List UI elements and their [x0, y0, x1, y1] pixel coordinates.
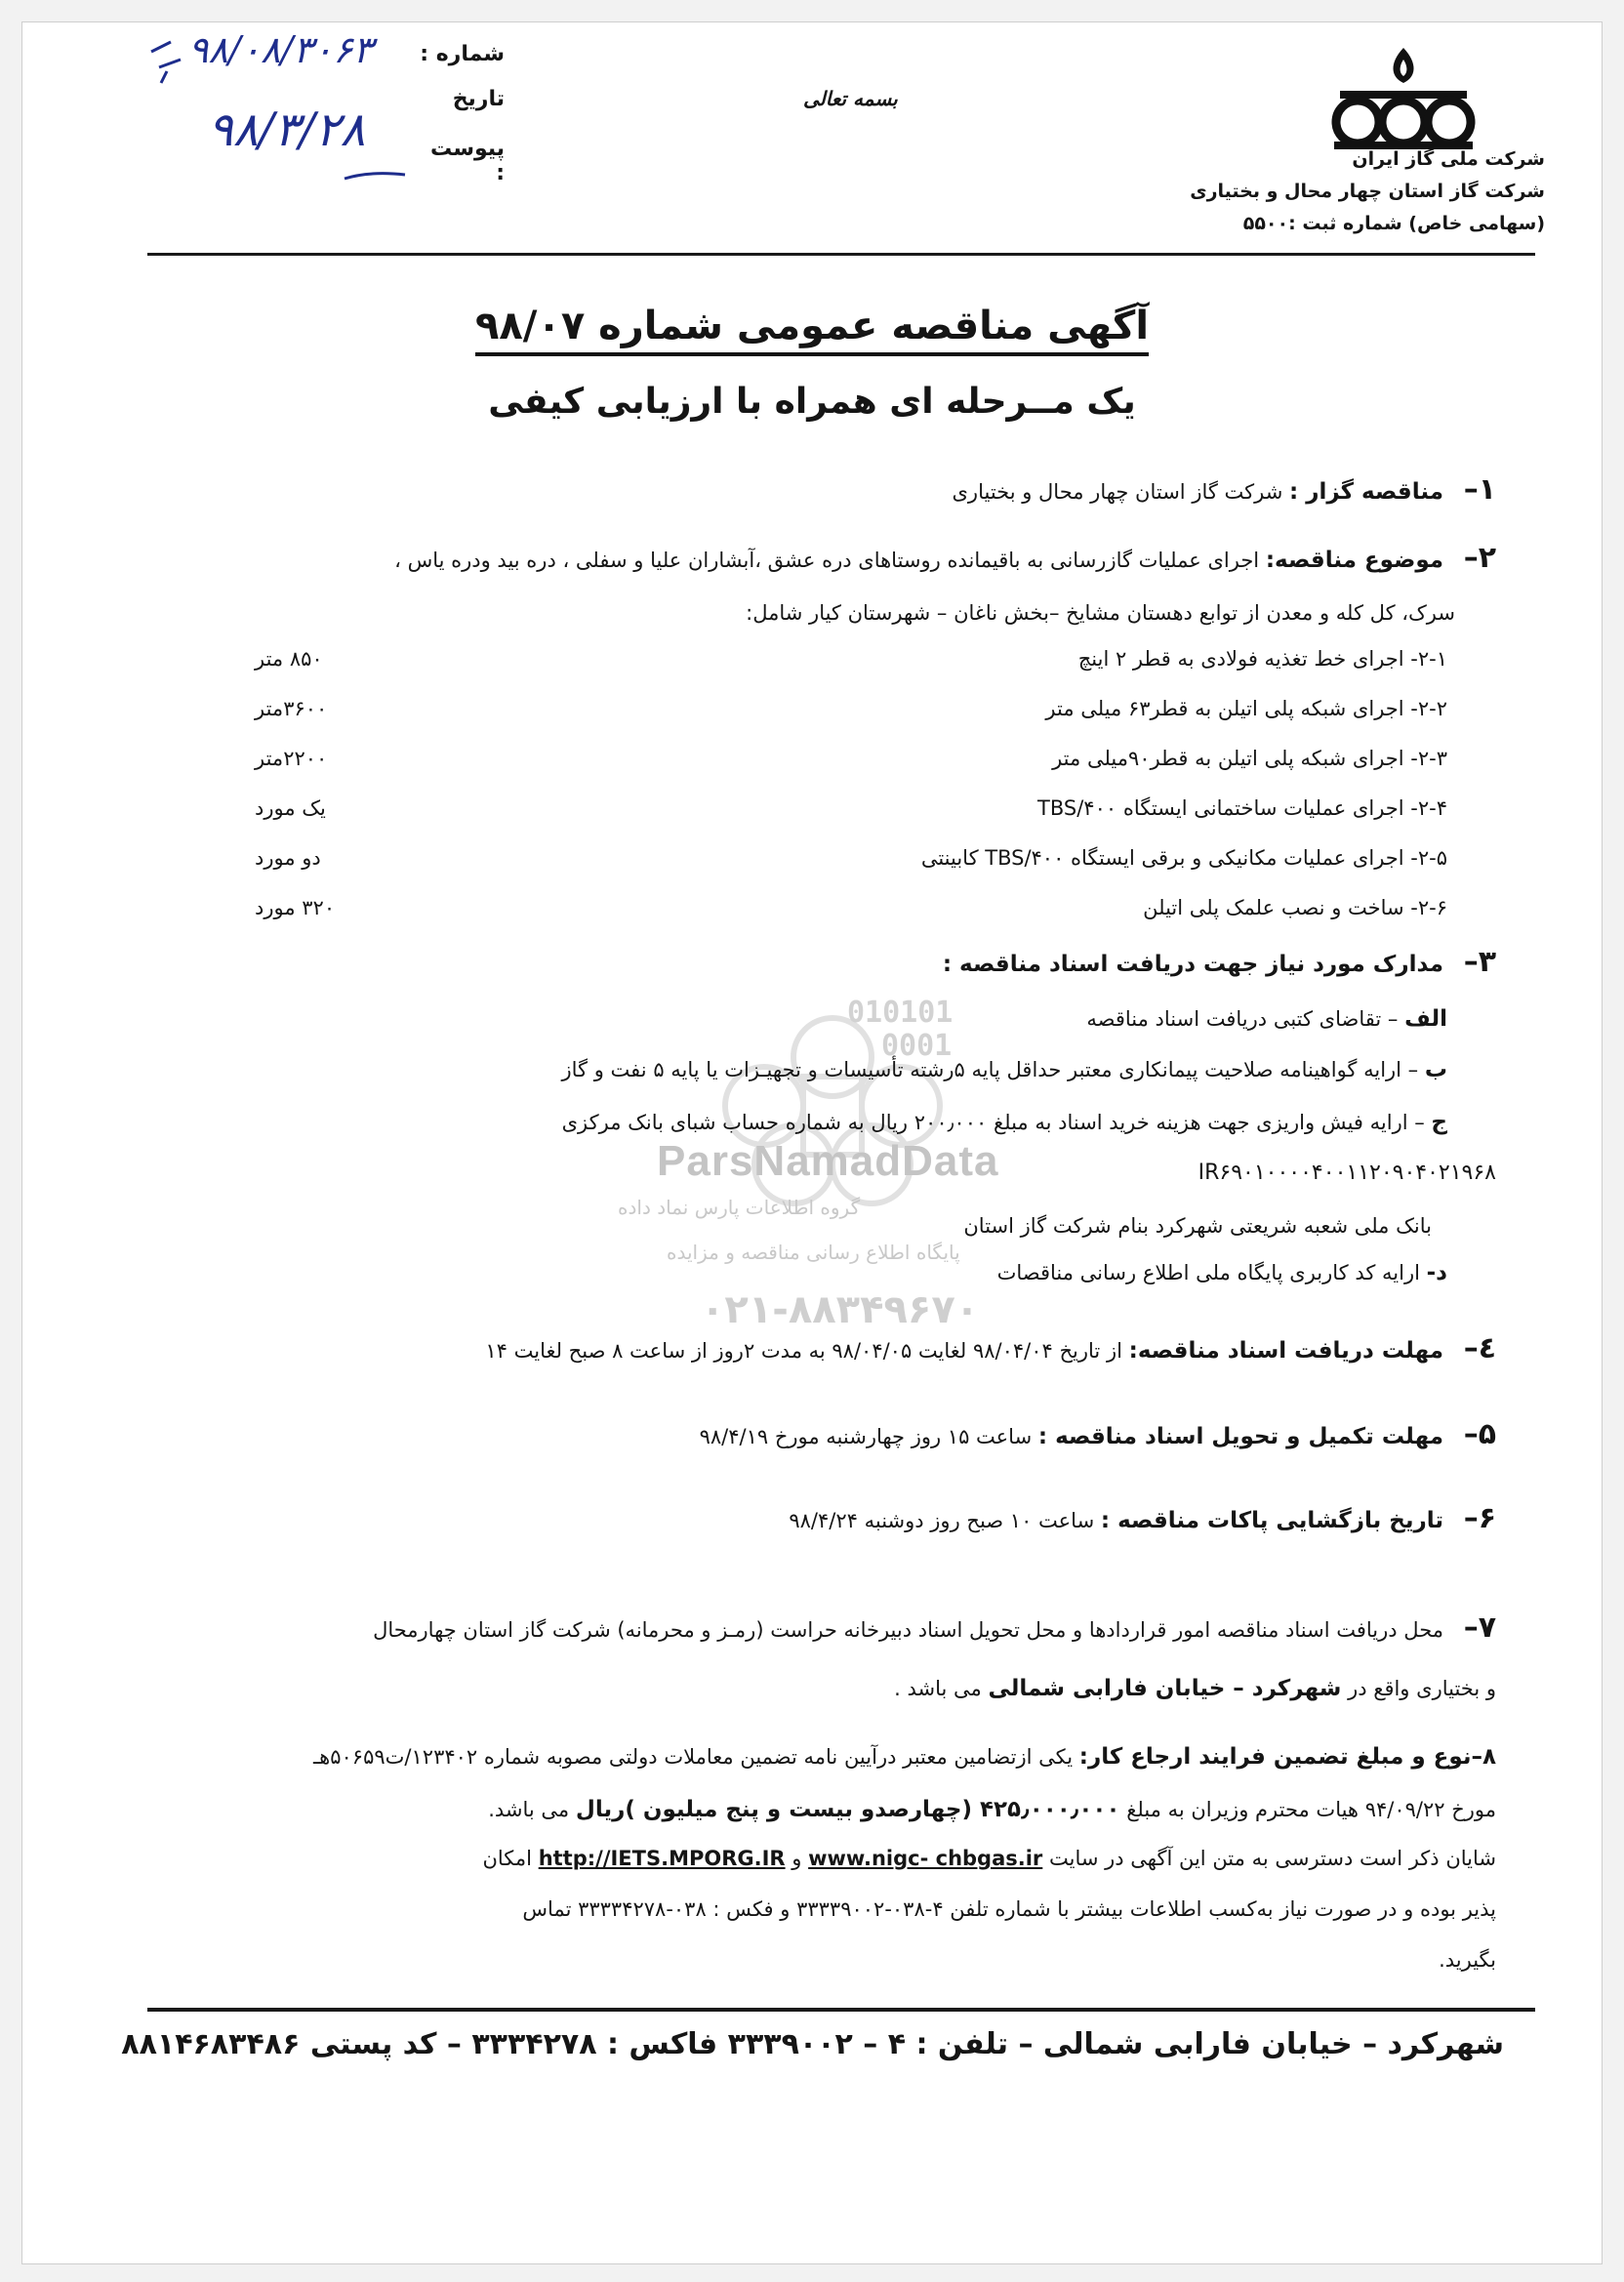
- doc-req-a-text: – تقاضای کتبی دریافت اسناد مناقصه: [1086, 1007, 1399, 1031]
- item-2-4: ۲-۴- اجرای عملیات ساختمانی ایستگاه TBS/۴۰۰: [1037, 796, 1447, 820]
- watermark-brand: ParsNamadData: [657, 1137, 999, 1185]
- item-2-4-qty: یک مورد: [255, 796, 326, 820]
- handwritten-number: ۹۸/۰۸/۳۰۶۳: [188, 28, 373, 71]
- handwritten-date: ۹۸/۳/۲۸: [208, 102, 366, 157]
- item-2-1: ۲-۱- اجرای خط تغذیه فولادی به قطر ۲ اینچ: [1077, 647, 1447, 671]
- website-link-nigc[interactable]: www.nigc- chbgas.ir: [808, 1847, 1043, 1870]
- section-6-number: ۶–: [1463, 1501, 1496, 1535]
- doc-req-d: [159, 1258, 1447, 1287]
- section-6-text: ساعت ۱۰ صبح روز دوشنبه ۹۸/۴/۲۴: [789, 1509, 1095, 1532]
- doc-req-b: [159, 1055, 1447, 1084]
- section-7-text-1: محل دریافت اسناد مناقصه امور قراردادها و محل تحویل اسناد دبیرخانه حراست (رمـز و محرمانه) شرکت گاز استان چهارمحال: [373, 1618, 1443, 1642]
- section-8-text-1: یکی ازتضامین معتبر درآیین نامه تضمین معاملات دولتی مصوبه شماره ۱۲۳۴۰۲/ت۵۰۶۵۹هـ: [313, 1745, 1074, 1769]
- doc-req-b-key: ب: [1424, 1057, 1447, 1082]
- section-8-text-2a: مورخ ۹۴/۰۹/۲۲ هیات محترم وزیران به مبلغ: [1126, 1798, 1496, 1821]
- tender-notice-page: [21, 21, 1603, 2264]
- bismillah: بسمه تعالی: [803, 87, 898, 110]
- section-8-text-3b: امکان: [482, 1847, 532, 1870]
- section-2-number: ۲–: [1463, 541, 1496, 575]
- website-link-iets[interactable]: http://IETS.MPORG.IR: [538, 1847, 786, 1870]
- item-2-5-qty: دو مورد: [255, 846, 321, 870]
- guarantee-amount: ۴۲۵٫۰۰۰٫۰۰۰ (چهارصدو بیست و پنج میلیون )ریال: [575, 1797, 1120, 1822]
- section-8-text-4: پذیر بوده و در صورت نیاز به‌کسب اطلاعات بیشتر با شماره تلفن ۴-۰۳۸-۳۳۳۳۹۰۰۲ و فکس : ۰۳۸-۳۳۳۳۴۲۷۸ تماس: [522, 1897, 1496, 1921]
- section-8-label: ۸–نوع و مبلغ تضمین فرایند ارجاع کار:: [1078, 1744, 1496, 1770]
- doc-req-d-key: د-: [1426, 1260, 1447, 1285]
- org-line-2: شرکت گاز استان چهار محال و بختیاری: [1190, 181, 1545, 202]
- section-2-text-1: اجرای عملیات گازرسانی به باقیمانده روستاهای دره عشق ،آبشاران علیا و سفلی ، دره بید ودره یاس ،: [394, 549, 1260, 572]
- section-4: [159, 1331, 1496, 1365]
- section-7: [159, 1610, 1496, 1645]
- section-7-number: ۷–: [1463, 1610, 1496, 1645]
- section-1-text: شرکت گاز استان چهار محال و بختیاری: [952, 480, 1283, 504]
- section-8-text-3a: شایان ذکر است دسترسی به متن این آگهی در سایت: [1048, 1847, 1496, 1870]
- doc-req-c: [159, 1108, 1447, 1137]
- iban-number: IR۶۹۰۱۰۰۰۰۴۰۰۱۱۲۰۹۰۴۰۲۱۹۶۸: [1198, 1161, 1496, 1185]
- footer-address: شهرکرد – خیابان فارابی شمالی – تلفن : ۴ – ۳۳۳۹۰۰۲ فاکس : ۳۳۳۴۲۷۸ – کد پستی ۸۸۱۴۶۸۳۴۸۶: [121, 2027, 1504, 2061]
- item-2-3: ۲-۳- اجرای شبکه پلی اتیلن به قطر۹۰میلی متر: [1052, 747, 1447, 770]
- bank-branch: بانک ملی شعبه شریعتی شهرکرد بنام شرکت گاز استان: [963, 1214, 1432, 1238]
- attachment-label: پیوست :: [430, 137, 505, 185]
- header-divider: [147, 253, 1535, 256]
- section-6-label: تاریخ بازگشایی پاکات مناقصه :: [1100, 1508, 1443, 1533]
- doc-req-b-text: – ارایه گواهینامه صلاحیت پیمانکاری معتبر حداقل پایه ۵رشته تأسیسات و تجهیـزات یا پایه ۵ نفت و گاز: [561, 1058, 1419, 1081]
- doc-req-c-key: ج: [1431, 1110, 1447, 1135]
- section-8: [159, 1742, 1496, 1772]
- section-5-text: ساعت ۱۵ روز چهارشنبه مورخ ۹۸/۴/۱۹: [699, 1425, 1033, 1448]
- nigc-logo-icon: [1320, 44, 1486, 153]
- item-2-3-qty: ۲۲۰۰متر: [255, 747, 328, 770]
- item-2-6: ۲-۶- ساخت و نصب علمک پلی اتیلن: [1143, 896, 1447, 919]
- section-6: [159, 1501, 1496, 1535]
- section-7-text-2b: می باشد .: [894, 1677, 982, 1700]
- doc-req-d-text: ارایه کد کاربری پایگاه ملی اطلاع رسانی مناقصات: [996, 1261, 1420, 1284]
- section-5-label: مهلت تکمیل و تحویل اسناد مناقصه :: [1037, 1424, 1443, 1449]
- handwritten-mark: [132, 22, 190, 101]
- section-1-label: مناقصه گزار :: [1289, 479, 1443, 505]
- section-2-text-2: سرک، کل کله و معدن از توابع دهستان مشایخ –بخش ناغان – شهرستان کیار شامل:: [746, 601, 1455, 625]
- number-label: شماره :: [420, 42, 505, 66]
- doc-req-a-key: الف: [1404, 1006, 1447, 1032]
- section-2: [159, 541, 1496, 575]
- section-7-line-2: [159, 1674, 1496, 1703]
- doc-req-a: [159, 1004, 1447, 1034]
- section-8-line-3: [159, 1844, 1496, 1873]
- section-3-number: ۳–: [1463, 945, 1496, 979]
- item-2-1-qty: ۸۵۰ متر: [255, 647, 323, 671]
- footer-divider: [147, 2008, 1535, 2012]
- notice-subtitle: یک مــرحله ای همراه با ارزیابی کیفی: [488, 382, 1136, 422]
- section-1-number: ۱–: [1463, 472, 1496, 507]
- doc-req-c-text: – ارایه فیش واریزی جهت هزینه خرید اسناد به مبلغ ۲۰۰٫۰۰۰ ریال به شماره حساب شبای بانک مرکزی: [561, 1111, 1425, 1134]
- date-label: تاریخ: [452, 87, 505, 111]
- section-7-text-2a: و بختیاری واقع در: [1348, 1677, 1496, 1700]
- watermark-phone: ۰۲۱-۸۸۳۴۹۶۷۰: [701, 1287, 980, 1332]
- section-2-label: موضوع مناقصه:: [1265, 548, 1443, 573]
- section-4-text: از تاریخ ۹۸/۰۴/۰۴ لغایت ۹۸/۰۴/۰۵ به مدت ۲روز از ساعت ۸ صبح لغایت ۱۴: [485, 1339, 1122, 1363]
- section-8-text-2b: می باشد.: [488, 1798, 570, 1821]
- section-5: [159, 1417, 1496, 1451]
- section-1: [159, 472, 1496, 507]
- notice-title: [22, 304, 1602, 348]
- watermark-line-1: گروه اطلاعات پارس نماد داده: [618, 1196, 861, 1219]
- section-8-and: و: [792, 1847, 802, 1870]
- item-2-6-qty: ۳۲۰ مورد: [255, 896, 336, 919]
- org-line-3: (سهامی خاص) شماره ثبت :۵۵۰۰: [1242, 213, 1545, 234]
- section-3: [159, 945, 1496, 979]
- section-4-number: ٤–: [1463, 1331, 1496, 1365]
- section-4-label: مهلت دریافت اسناد مناقصه:: [1128, 1338, 1443, 1364]
- section-5-number: ۵–: [1463, 1417, 1496, 1451]
- watermark-bits-2: 0001: [881, 1029, 953, 1063]
- section-3-label: مدارک مورد نیاز جهت دریافت اسناد مناقصه :: [942, 952, 1443, 977]
- item-2-2: ۲-۲- اجرای شبکه پلی اتیلن به قطر۶۳ میلی متر: [1045, 697, 1447, 720]
- item-2-5: ۲-۵- اجرای عملیات مکانیکی و برقی ایستگاه TBS/۴۰۰ کابینتی: [920, 846, 1447, 870]
- item-2-2-qty: ۳۶۰۰متر: [255, 697, 328, 720]
- section-8-text-5: بگیرید.: [1439, 1948, 1496, 1972]
- watermark-line-2: پایگاه اطلاع رسانی مناقصه و مزایده: [667, 1241, 960, 1264]
- watermark-bits-1: 010101: [847, 996, 954, 1030]
- section-8-line-2: [159, 1795, 1496, 1824]
- handwritten-underline: [341, 165, 409, 188]
- section-7-city: شهرکرد – خیابان فارابی شمالی: [988, 1676, 1342, 1701]
- notice-title-text: آگهی مناقصه عمومی شماره ۹۸/۰۷: [475, 304, 1149, 356]
- org-line-1: شرکت ملی گاز ایران: [1352, 148, 1545, 170]
